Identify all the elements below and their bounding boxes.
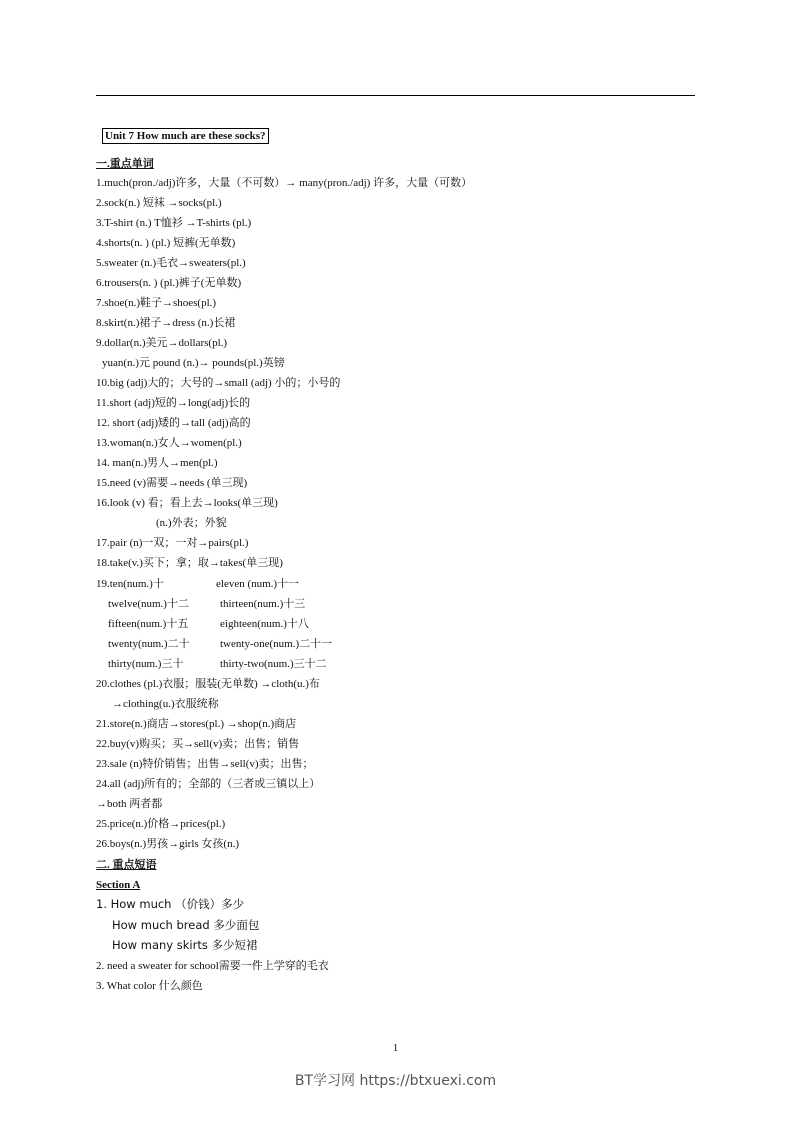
word-item: yuan(n.)元 pound (n.)→ pounds(pl.)英镑 — [102, 357, 285, 369]
phrase-item: How much bread 多少面包 — [112, 918, 260, 932]
word-item: 4.shorts(n. ) (pl.) 短裤(无单数) — [96, 237, 236, 249]
subsection-heading: Section A — [96, 879, 141, 891]
word-item: 26.boys(n.)男孩→girls 女孩(n.) — [96, 838, 239, 850]
word-item: 16.look (v) 看；看上去→looks(单三现) — [96, 497, 278, 509]
number-word-right: thirty-two(num.)三十二 — [220, 658, 327, 670]
word-item: 23.sale (n)特价销售；出售→sell(v)卖；出售； — [96, 758, 314, 770]
page-number: 1 — [392, 1042, 399, 1054]
word-item: (n.)外表；外貌 — [156, 517, 227, 529]
word-item: 2.sock(n.) 短袜 →socks(pl.) — [96, 197, 222, 209]
word-item: 24.all (adj)所有的；全部的（三者或三镇以上） — [96, 778, 321, 790]
word-item: 15.need (v)需要→needs (单三现) — [96, 477, 248, 489]
number-word-right: eighteen(num.)十八 — [220, 618, 309, 630]
footer-watermark: BT学习网 https://btxuexi.com — [294, 1073, 497, 1089]
phrase-item: 1. How much （价钱）多少 — [96, 897, 245, 911]
number-word-left: 19.ten(num.)十 — [96, 578, 164, 590]
number-word-right: eleven (num.)十一 — [216, 578, 300, 590]
section-heading-words: 一.重点单词 — [96, 158, 154, 170]
section-heading-phrases: 二. 重点短语 — [96, 859, 157, 871]
word-item: 10.big (adj)大的；大号的→small (adj) 小的；小号的 — [96, 377, 341, 389]
word-item: 11.short (adj)短的→long(adj)长的 — [96, 397, 251, 409]
word-item: 25.price(n.)价格→prices(pl.) — [96, 818, 226, 830]
unit-title: Unit 7 How much are these socks? — [102, 128, 269, 144]
word-item: 5.sweater (n.)毛衣→sweaters(pl.) — [96, 257, 246, 269]
number-word-left: twelve(num.)十二 — [108, 598, 189, 610]
word-item: 6.trousers(n. ) (pl.)裤子(无单数) — [96, 277, 242, 289]
word-item: 3.T-shirt (n.) T恤衫 →T-shirts (pl.) — [96, 217, 252, 229]
word-item: 13.woman(n.)女人→women(pl.) — [96, 437, 242, 449]
phrase-item: How many skirts 多少短裙 — [112, 938, 258, 952]
word-item: 20.clothes (pl.)衣服；服装(无单数) →cloth(u.)布 — [96, 678, 320, 690]
word-item: 18.take(v.)买下；拿；取→takes(单三现) — [96, 557, 283, 569]
number-word-right: twenty-one(num.)二十一 — [220, 638, 333, 650]
word-item: 17.pair (n)一双；一对→pairs(pl.) — [96, 537, 249, 549]
number-word-left: twenty(num.)二十 — [108, 638, 190, 650]
word-item: 14. man(n.)男人→men(pl.) — [96, 457, 218, 469]
word-item: →both 两者都 — [96, 798, 163, 810]
number-word-right: thirteen(num.)十三 — [220, 598, 306, 610]
word-item: 12. short (adj)矮的→tall (adj)高的 — [96, 417, 251, 429]
number-word-left: fifteen(num.)十五 — [108, 618, 189, 630]
phrase-item: 3. What color 什么颜色 — [96, 980, 203, 992]
word-item: 21.store(n.)商店→stores(pl.) →shop(n.)商店 — [96, 718, 297, 730]
word-item: 7.shoe(n.)鞋子→shoes(pl.) — [96, 297, 217, 309]
header-rule — [96, 95, 695, 96]
number-word-left: thirty(num.)三十 — [108, 658, 184, 670]
word-item: →clothing(u.)衣服统称 — [112, 698, 219, 710]
word-item: 9.dollar(n.)美元→dollars(pl.) — [96, 337, 228, 349]
word-item: 22.buy(v)购买；买→sell(v)卖；出售；销售 — [96, 738, 300, 750]
phrase-item: 2. need a sweater for school需要一件上学穿的毛衣 — [96, 960, 329, 972]
word-item: 1.much(pron./adj)许多，大量（不可数）→ many(pron./adj) 许多，大量（可数） — [96, 177, 473, 189]
word-item: 8.skirt(n.)裙子→dress (n.)长裙 — [96, 317, 236, 329]
